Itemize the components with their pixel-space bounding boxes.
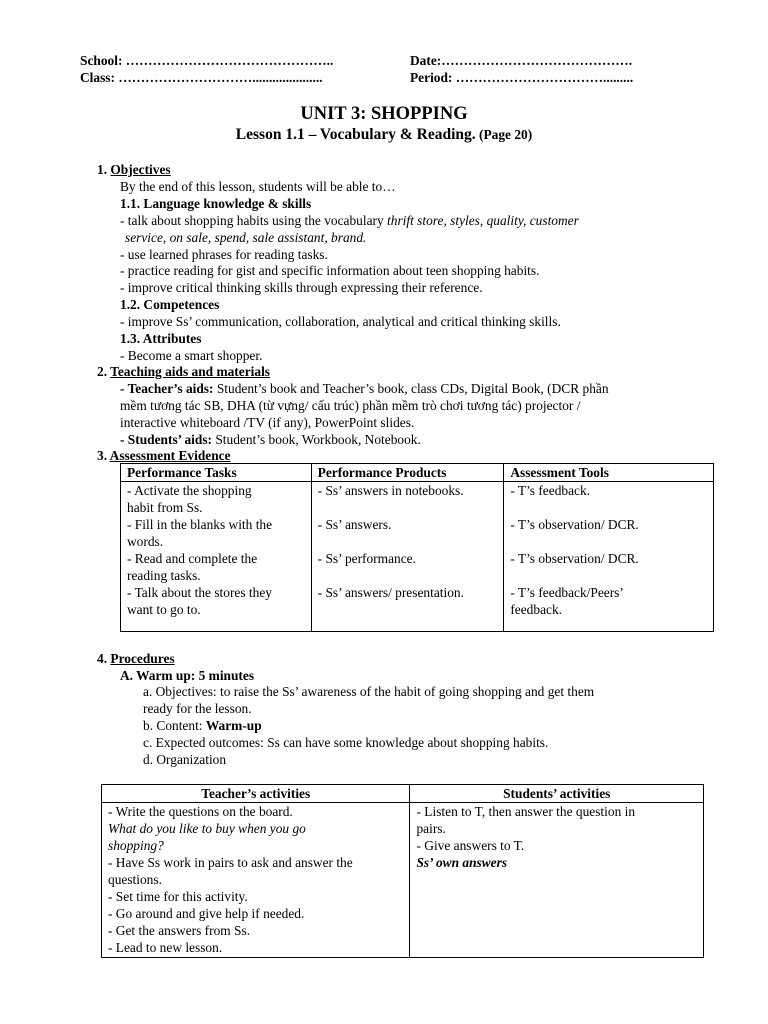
students-aids-label: - Students’ aids: (120, 432, 213, 447)
activity-line: questions. (108, 872, 162, 887)
activity-line: - Go around and give help if needed. (108, 906, 305, 921)
activity-line: - Lead to new lesson. (108, 940, 223, 955)
procedure-objectives-cont: ready for the lesson. (143, 701, 252, 716)
table-row (121, 482, 714, 632)
tools-cell (504, 482, 714, 632)
lesson-title (0, 125, 768, 145)
activities-table (101, 784, 704, 958)
teacher-aids-text: Student’s book and Teacher’s book, class CDs, Digital Book, (DCR phần (213, 381, 609, 396)
teacher-aids-label: - Teacher’s aids: (120, 381, 214, 396)
column-header: Students’ activities (410, 785, 704, 803)
task-line: - Read and complete the (127, 551, 258, 566)
task-line: - Activate the shopping (127, 483, 252, 498)
section-title: Objectives (110, 162, 171, 177)
objective-text: - talk about shopping habits using the vocabulary (120, 213, 388, 228)
task-line: words. (127, 534, 164, 549)
table-header-row (102, 785, 704, 803)
section-title: Procedures (110, 651, 175, 666)
teacher-aids (120, 380, 609, 397)
teacher-aids-cont: mềm tương tác SB, DHA (từ vựng/ cấu trúc) phần mềm trò chơi tương tác) projector / (120, 398, 581, 413)
vocabulary-list-cont: service, on sale, spend, sale assistant, brand. (125, 230, 367, 245)
lesson-page: (Page 20) (475, 127, 533, 142)
product-line: - Ss’ answers. (317, 517, 392, 532)
objectives-heading (97, 161, 171, 178)
students-aids (120, 431, 421, 448)
teacher-aids-cont: interactive whiteboard /TV (if any), PowerPoint slides. (120, 415, 415, 430)
answer-line: Ss’ own answers (416, 855, 508, 870)
task-line: want to go to. (127, 602, 201, 617)
vocabulary-list: thrift store, styles, quality, customer (387, 213, 579, 228)
table-header-row (121, 464, 714, 482)
column-header: Performance Tasks (121, 464, 312, 482)
section-number: 4. (97, 651, 111, 666)
activity-line: - Get the answers from Ss. (108, 923, 251, 938)
warmup-heading: A. Warm up: 5 minutes (120, 668, 255, 683)
procedure-outcomes: c. Expected outcomes: Ss can have some knowledge about shopping habits. (143, 735, 549, 750)
question-line: What do you like to buy when you go (108, 821, 306, 836)
procedure-organization: d. Organization (143, 752, 227, 767)
aids-heading (97, 363, 270, 380)
activity-line: - Listen to T, then answer the question in (416, 804, 636, 819)
objective-item: - use learned phrases for reading tasks. (120, 247, 328, 262)
activity-line: - Have Ss work in pairs to ask and answer the (108, 855, 353, 870)
tool-line: - T’s observation/ DCR. (510, 517, 639, 532)
assessment-heading (97, 447, 231, 464)
procedures-heading (97, 650, 175, 667)
section-number: 2. (97, 364, 111, 379)
tool-line: - T’s feedback/Peers’ (510, 585, 624, 600)
column-header: Assessment Tools (504, 464, 714, 482)
tasks-cell (121, 482, 312, 632)
objective-item: - improve critical thinking skills through expressing their reference. (120, 280, 483, 295)
tool-line: feedback. (510, 602, 562, 617)
section-number: 3. (97, 448, 110, 463)
objective-item (120, 212, 579, 229)
activity-line: - Write the questions on the board. (108, 804, 293, 819)
competence-item: - improve Ss’ communication, collaboration, analytical and critical thinking skills. (120, 314, 561, 329)
unit-title: UNIT 3: SHOPPING (300, 104, 468, 124)
activity-line: pairs. (416, 821, 446, 836)
procedure-content (143, 717, 262, 734)
teacher-activities-cell (102, 803, 410, 958)
activity-line: - Set time for this activity. (108, 889, 248, 904)
task-line: reading tasks. (127, 568, 201, 583)
task-line: - Talk about the stores they (127, 585, 272, 600)
competences-heading: 1.2. Competences (120, 297, 220, 312)
objective-item: - practice reading for gist and specific information about teen shopping habits. (120, 263, 540, 278)
product-line: - Ss’ answers/ presentation. (317, 585, 464, 600)
objectives-intro: By the end of this lesson, students will be able to… (120, 179, 396, 194)
students-activities-cell (410, 803, 704, 958)
students-aids-text: Student’s book, Workbook, Notebook. (212, 432, 421, 447)
activity-line: - Give answers to T. (416, 838, 525, 853)
task-line: habit from Ss. (127, 500, 203, 515)
language-knowledge-heading: 1.1. Language knowledge & skills (120, 196, 312, 211)
products-cell (311, 482, 504, 632)
section-title: Assessment Evidence (109, 448, 231, 463)
attribute-item: - Become a smart shopper. (120, 348, 263, 363)
attributes-heading: 1.3. Attributes (120, 331, 202, 346)
product-line: - Ss’ performance. (317, 551, 416, 566)
school-field: School: ……………………………………….. (80, 53, 334, 68)
assessment-table (120, 463, 714, 632)
date-field: Date:……………………………………. (410, 53, 633, 68)
class-field: Class: …………………………..................... (80, 70, 323, 85)
column-header: Performance Products (311, 464, 504, 482)
tool-line: - T’s observation/ DCR. (510, 551, 639, 566)
content-label: b. Content: (143, 718, 206, 733)
period-field: Period: ……………………………......... (410, 70, 634, 85)
task-line: - Fill in the blanks with the (127, 517, 273, 532)
content-value: Warm-up (205, 718, 262, 733)
lesson-name: Lesson 1.1 – Vocabulary & Reading. (235, 126, 476, 143)
column-header: Teacher’s activities (102, 785, 410, 803)
section-title: Teaching aids and materials (110, 364, 270, 379)
table-row (102, 803, 704, 958)
tool-line: - T’s feedback. (510, 483, 591, 498)
question-line: shopping? (108, 838, 164, 853)
procedure-objectives: a. Objectives: to raise the Ss’ awareness of the habit of going shopping and get them (143, 684, 595, 699)
product-line: - Ss’ answers in notebooks. (317, 483, 464, 498)
section-number: 1. (97, 162, 111, 177)
